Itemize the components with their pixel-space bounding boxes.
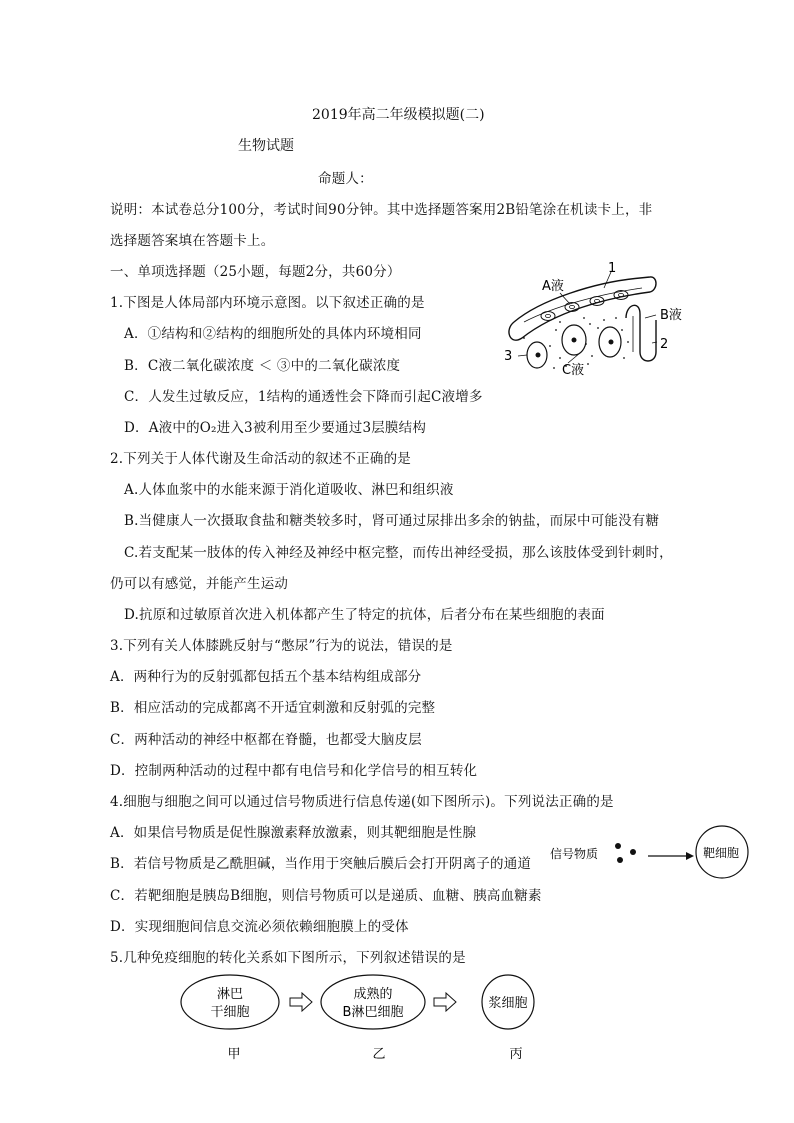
instructions-line-1: 说明：本试卷总分100分，考试时间90分钟。其中选择题答案用2B铅笔涂在机读卡上，非 — [110, 202, 653, 218]
label-a-liquid: A液 — [542, 279, 564, 294]
q4-option-c: C．若靶细胞是胰岛B细胞，则信号物质可以是递质、血糖、胰高血糖素 — [110, 888, 542, 904]
q2-option-d: D.抗原和过敏原首次进入机体都产生了特定的抗体，后者分布在某些细胞的表面 — [124, 607, 605, 623]
q1-option-b: B．C液二氧化碳浓度 ＜ ③中的二氧化碳浓度 — [124, 358, 401, 374]
q3-option-b: B．相应活动的完成都离不开适宜刺激和反射弧的完整 — [110, 700, 436, 716]
immune-cell-diagram — [176, 972, 536, 1068]
subject-title: 生物试题 — [238, 138, 294, 154]
capillary-tube — [509, 277, 656, 340]
q3-stem: 3.下列有关人体膝跳反射与“憋尿”行为的说法，错误的是 — [110, 638, 453, 654]
q1-option-a: A．①结构和②结构的细胞所处的具体内环境相同 — [124, 326, 422, 342]
q4-stem: 4.细胞与细胞之间可以通过信号物质进行信息传递(如下图所示)。下列说法正确的是 — [110, 794, 614, 810]
signal-transfer-diagram — [548, 824, 782, 884]
exam-title: 2019年高二年级模拟题(二) — [312, 107, 485, 123]
signal-molecule — [630, 849, 636, 855]
q3-option-c: C．两种活动的神经中枢都在脊髓，也都受大脑皮层 — [110, 732, 422, 748]
cell1-line2: 干细胞 — [210, 1005, 250, 1020]
tissue-cell-nucleus — [572, 338, 577, 343]
q3-option-d: D．控制两种活动的过程中都有电信号和化学信号的相互转化 — [110, 763, 478, 779]
arrow-head — [686, 852, 694, 860]
blood-cell-center — [546, 314, 551, 317]
leader-line-b — [645, 315, 656, 318]
cell1-line1: 淋巴 — [216, 987, 244, 1002]
label-jia: 甲 — [227, 1047, 241, 1062]
lymphatic-vessel — [626, 305, 656, 361]
hollow-arrow-2 — [434, 993, 456, 1011]
q4-option-d: D．实现细胞间信息交流必须依赖细胞膜上的受体 — [110, 919, 409, 935]
internal-environment-diagram — [500, 260, 700, 380]
q2-option-a: A.人体血浆中的水能来源于消化道吸收、淋巴和组织液 — [124, 482, 454, 498]
signal-substance-label: 信号物质 — [550, 847, 599, 861]
q2-option-b: B.当健康人一次摄取食盐和糖类较多时，肾可通过尿排出多余的钠盐，而尿中可能没有糖 — [124, 513, 660, 529]
label-bing: 丙 — [509, 1047, 523, 1062]
target-cell-label: 靶细胞 — [703, 846, 740, 860]
q1-stem: 1.下图是人体局部内环境示意图。以下叙述正确的是 — [110, 295, 425, 311]
author-label: 命题人： — [318, 171, 373, 187]
signal-molecule — [617, 857, 623, 863]
q4-option-a: A．如果信号物质是促性腺激素释放激素，则其靶细胞是性腺 — [110, 825, 477, 841]
tissue-cell-nucleus — [609, 340, 614, 345]
mature-b-cell — [321, 975, 425, 1029]
label-3: 3 — [504, 349, 513, 364]
q4-option-b: B．若信号物质是乙酰胆碱，当作用于突触后膜后会打开阴离子的通道 — [110, 856, 532, 872]
label-c-liquid: C液 — [562, 363, 585, 378]
blood-cell-center — [570, 305, 575, 308]
cell2-line1: 成熟的 — [353, 987, 393, 1002]
cell3-label: 浆细胞 — [488, 996, 528, 1011]
section-heading: 一、单项选择题（25小题，每题2分，共60分） — [110, 264, 401, 280]
blood-cell — [541, 312, 555, 321]
q2-stem: 2.下列关于人体代谢及生命活动的叙述不正确的是 — [110, 451, 411, 467]
q2-option-c-line-1: C.若支配某一肢体的传入神经及神经中枢完整，而传出神经受损，那么该肢体受到针刺时， — [124, 545, 673, 561]
hollow-arrow-1 — [290, 993, 312, 1011]
label-b-liquid: B液 — [660, 308, 682, 323]
instructions-line-2: 选择题答案填在答题卡上。 — [110, 233, 275, 249]
label-2: 2 — [660, 337, 669, 352]
cell2-line2: B淋巴细胞 — [342, 1005, 404, 1020]
q3-option-a: A．两种行为的反射弧都包括五个基本结构组成部分 — [110, 669, 422, 685]
tissue-cell-nucleus — [536, 353, 541, 358]
q5-stem: 5.几种免疫细胞的转化关系如下图所示，下列叙述错误的是 — [110, 950, 466, 966]
leader-line-3 — [518, 355, 527, 356]
q2-option-c-line-2: 仍可以有感觉，并能产生运动 — [110, 576, 289, 592]
label-1: 1 — [608, 261, 617, 276]
signal-molecule — [615, 843, 621, 849]
label-yi: 乙 — [372, 1047, 386, 1062]
q1-option-c: C．人发生过敏反应，1结构的通透性会下降而引起C液增多 — [124, 389, 483, 405]
lymphoid-stem-cell — [181, 975, 279, 1029]
q1-option-d: D．A液中的O₂进入3被利用至少要通过3层膜结构 — [124, 420, 427, 436]
blood-cell-center — [619, 293, 624, 296]
